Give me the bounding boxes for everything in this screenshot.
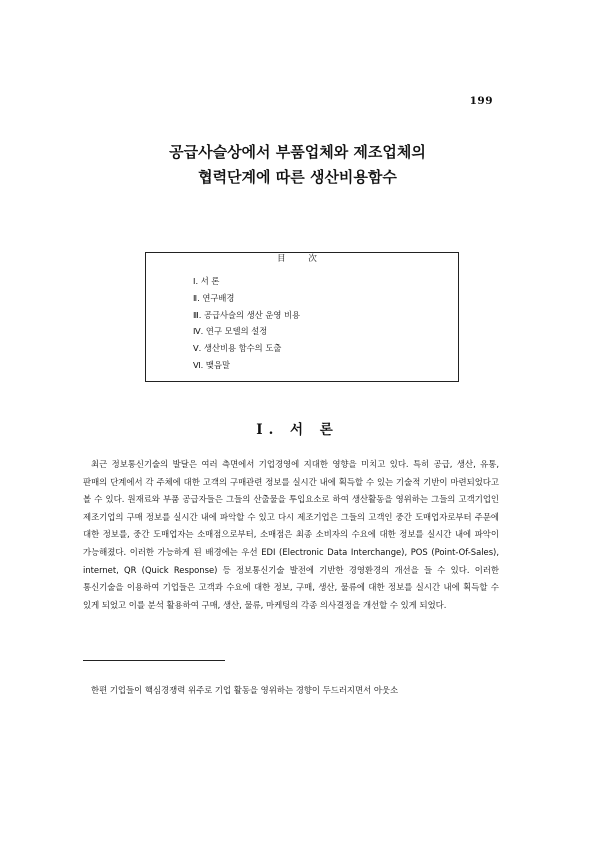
toc-item: Ⅵ. 맺음말 [193,359,230,370]
paper-title-line-2: 협력단계에 따른 생산비용함수 [198,168,397,186]
paper-title-line-1: 공급사슬상에서 부품업체와 제조업체의 [169,143,426,161]
toc-item: Ⅴ. 생산비용 함수의 도출 [193,343,282,354]
section-heading: Ⅰ. 서 론 [256,422,339,438]
intro-paragraph-text: 최근 정보통신기술의 발달은 여러 측면에서 기업경영에 지대한 영향을 미치고 있다. 특히 공급, 생산, 유통, 판매의 단계에서 각 주체에 대한 고객의 구매관련 정보를 실시간 내에 획득할 수 있는 기술적 기반이 마련되었다고 볼 수 있다. 원재료와 부품 공급자들은 그들의 산출물을 투입요소로 하여 생산활동을 영위하는 그들의 고객기업인 제조기업의 구매 정보를 실시간 내에 파악할 수 있고 다시 제조기업은 그들의 고객인 중간 도매업자로부터 주문에 대한 정보를, 중간 도매업자는 소매점으로부터, 소매점은 최종 소비자의 수요에 대한 정보를 실시간 내에 파악이 가능해졌다. 이러한 가능하게 된 배경에는 우선 EDI (Electronic Data Interchange), POS (Point-Of-Sales), internet, QR (Quick Response) 등 정보통신기술 발전에 기반한 경영환경의 개선을 들 수 있다. 이러한 통신기술을 이용하여 기업들은 고객과 수요에 대한 정보, 구매, 생산, 물류에 대한 정보를 실시간 내에 획득할 수 있게 되었고 이를 분석 활용하여 구매, 생산, 물류, 마케팅의 각종 의사결정을 개선할 수 있게 되었다. [83,459,499,610]
paper-title [0,140,595,190]
footnote-rule [83,660,225,661]
toc-item: Ⅳ. 연구 모델의 설정 [193,326,268,337]
intro-paragraph [83,456,499,614]
continuation-paragraph [83,682,499,700]
page-number: 199 [469,95,493,107]
toc-heading: 目 次 [263,254,341,264]
toc-item: Ⅲ. 공급사슬의 생산 운영 비용 [193,309,301,320]
toc-item: Ⅰ. 서 론 [193,276,220,286]
toc-list [193,273,300,374]
table-of-contents [145,252,459,382]
continuation-paragraph-text: 한편 기업들이 핵심경쟁력 위주로 기업 활동을 영위하는 경향이 두드러지면서 아웃소 [91,685,399,695]
toc-item: Ⅱ. 연구배경 [193,292,235,303]
